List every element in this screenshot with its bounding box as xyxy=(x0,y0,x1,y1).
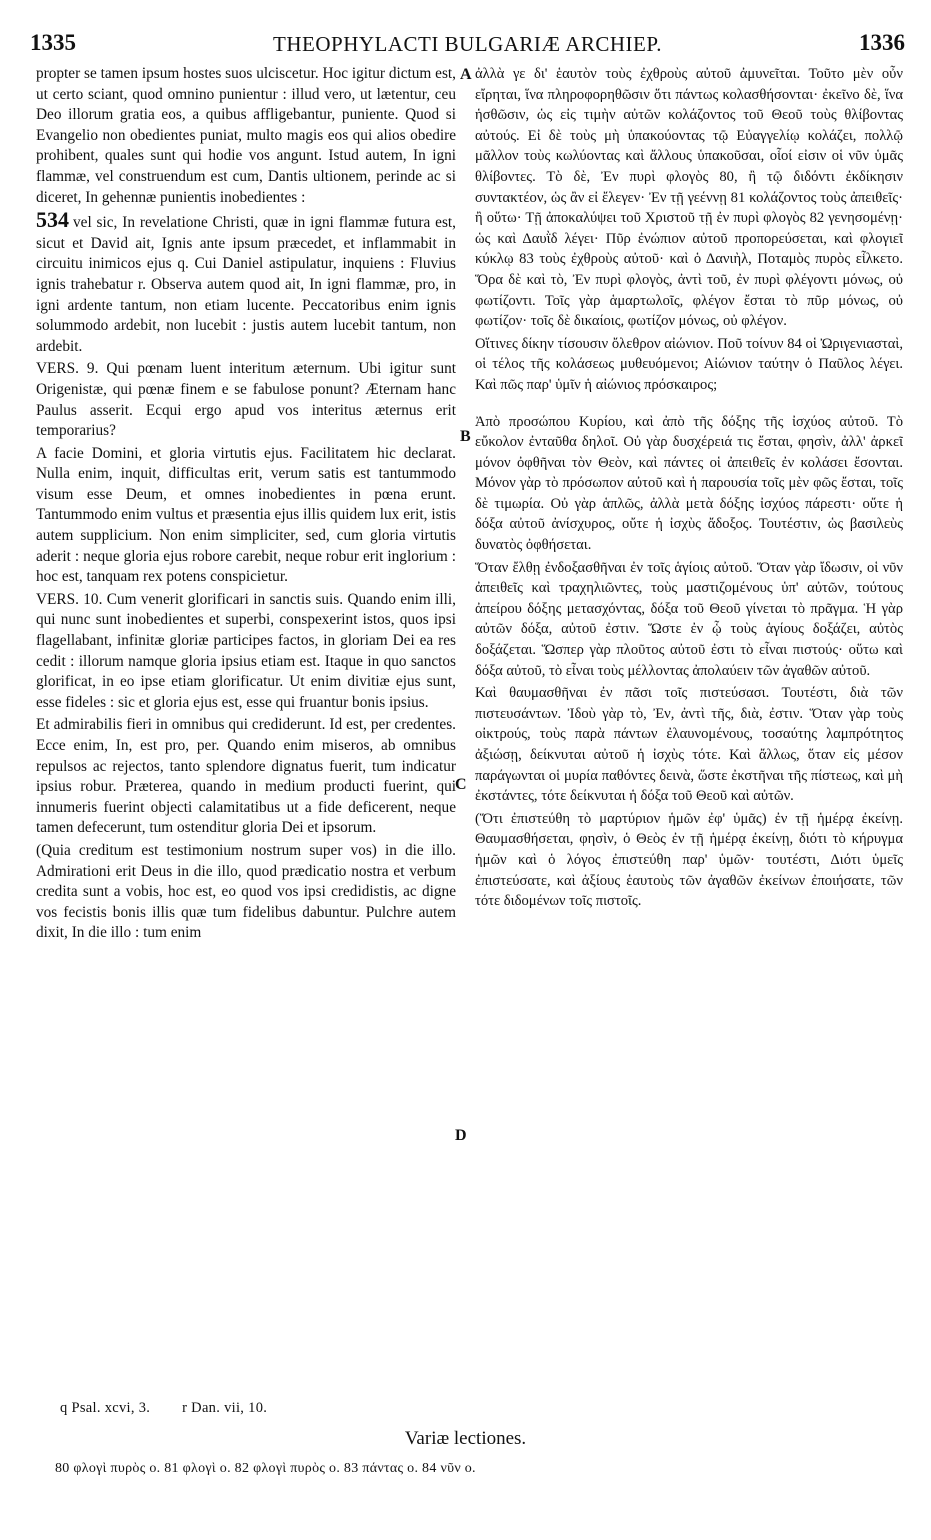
latin-paragraph-1: propter se tamen ipsum hostes suos ulciscetur. Hoc igitur dictum est, ut certo sciant, quod omnino punientur : illud vero, ut lætentur, ceu Deo illorum gratia eos, a quibus affligebantur, puniente. Quod si Evangelio non obedientes puniat, multo magis eos qui alios obedire prohibent, quales sunt qui hodie vos angunt. Istud autem, In igni flammæ, vel construendum est cum, Dantis ultionem, perinde ac si diceret, In gehennæ punientis inobedientes : xyxy=(36,65,456,206)
latin-paragraph-1-rest: vel sic, In revelatione Christi, quæ in igni flammæ futura est, sicut et David ait, Ignis ante ipsum præcedet, et inflammabit in circuitu inimicos ejus q. Cui Daniel astipulatur, inquiens : Fluvius ignis trahebatur r. Observa autem quod ait, In igni flammæ, pro, in igni ardente tantum, non etiam lucente. Peccatoribus enim ignis solummodo ardebit, non lucebit : justis autem lucebit tantum, non ardebit. xyxy=(36,214,456,355)
margin-marker-c: C xyxy=(455,776,467,793)
page-number-left: 1335 xyxy=(30,30,76,55)
greek-paragraph-3: Ἀπὸ προσώπου Κυρίου, καὶ ἀπὸ τῆς δόξης τῆς ἰσχύος αὐτοῦ. Τὸ εὔκολον ἐνταῦθα δηλοῖ. Οὐ γὰρ δυσχέρειά τις ἔσται, φησὶν, ἀλλ' ἀρκεῖ μόνον ὀφθῆναι τὸν Θεὸν, καὶ πάντες οἱ ἀπειθεῖς ἐν κολάσει ἔσονται. Μόνον γὰρ τὸ πρόσωπον αὐτοῦ καὶ ἡ παρουσία τοῖς μὲν φῶς ἔσται, τοῖς δὲ τιμωρία. Οὐ γὰρ ἁπλῶς, ἀλλὰ μετὰ δόξης ἰσχύος πάρεστι· οὔτε ἡ δόξα αὐτοῦ ἀνίσχυρος, οὔτε ἡ ἰσχὺς ἄδοξος. Τουτέστιν, ὡς βασιλεὺς δυνατὸς ὀφθήσεται. xyxy=(475,413,903,554)
greek-paragraph-2: Οἵτινες δίκην τίσουσιν ὄλεθρον αἰώνιον. Ποῦ τοίνυν 84 οἱ Ὠριγενιασταὶ, οἱ τέλος τῆς κολάσεως μυθευόμενοι; Αἰώνιον ταύτην ὁ Παῦλος λέγει. Καὶ πῶς παρ' ὑμῖν ἡ αἰώνιος πρόσκαιρος; xyxy=(475,335,903,393)
variae-lectiones-list: 80 φλογὶ πυρὸς ο. 81 φλογὶ ο. 82 φλογὶ πυρὸς ο. 83 πάντας ο. 84 νῦν ο. xyxy=(55,1461,476,1476)
greek-paragraph-4: Ὅταν ἔλθῃ ἐνδοξασθῆναι ἐν τοῖς ἁγίοις αὐτοῦ. Ὅταν γὰρ ἴδωσιν, οἱ νῦν ἀπειθεῖς καὶ τραχηλιῶντες, τοὺς μαστιζομένους ὑπ' αὐτῶν, τούτους ἀπείρου δόξης μετασχόντας, δόξα τοῦ Θεοῦ γίνεται τὸ πρᾶγμα. Ἡ γὰρ αὐτῶν δόξα, αὐτοῦ ἐστιν. Ὥστε ἐν ᾧ τοὺς ἁγίους δοξάζει, αὐτὸς δοξάζεται. Ὥσπερ γὰρ πλοῦτος αὐτοῦ ἐστι τὸ εἶναι πιστούς· οὕτω καὶ δόξα αὐτοῦ, τὸ εἶναι τοὺς μέλλοντας ἀπολαύειν τῶν ἀγαθῶν αὐτοῦ. xyxy=(475,559,903,679)
greek-column xyxy=(475,64,903,1414)
footnotes xyxy=(60,1400,295,1417)
page-header xyxy=(30,30,905,60)
greek-paragraph-6: (Ὅτι ἐπιστεύθη τὸ μαρτύριον ἡμῶν ἐφ' ὑμᾶς) ἐν τῇ ἡμέρᾳ ἐκείνῃ. Θαυμασθήσεται, φησὶν, ὁ Θεὸς ἐν τῇ ἡμέρᾳ ἐκείνῃ, διότι τὸ κήρυγμα ἡμῶν καὶ ὁ λόγος ἐπιστεύθη παρ' ὑμῶν· τουτέστι, Διότι ὑμεῖς ἐπιστεύσατε, καὶ ἀξίους ἑαυτοὺς τῶν ἀγαθῶν ἐκείνων ἐποιήσατε, τῶν τότε διδομένων τοῖς πιστοῖς. xyxy=(475,810,903,910)
latin-column xyxy=(36,64,456,1414)
column-gap xyxy=(475,396,903,412)
latin-paragraph-4: VERS. 10. Cum venerit glorificari in sanctis suis. Quando enim illi, qui nunc sunt inobedientes et superbi, conspexerint istos, quos ipsi flagellabant, infinitæ gloriæ participes factos, in gloriam Dei ea res cedit : illorum namque gloria ipsius etiam est. Itaque in quo sanctos glorificat, in eo ipse etiam glorificatur. Ut enim divitiæ ejus sunt, esse fideles : sic et gloria ejus est, esse qui fruantur bonis ipsius. xyxy=(36,590,456,711)
greek-paragraph-5: Καὶ θαυμασθῆναι ἐν πᾶσι τοῖς πιστεύσασι. Τουτέστι, διὰ τῶν πιστευσάντων. Ἰδοὺ γὰρ τὸ, Ἐν, ἀντὶ τῆς, διὰ, ἐστιν. Ὅταν γὰρ τοὺς οἰκτρούς, τοὺς παρὰ πάντων ἐλαυνομένους, τοσαύτης λαμπρότητος ἀξιώσῃ, δείκνυται αὐτοῦ ἡ ἰσχὺς τότε. Καὶ ἄλλως, ὅταν εἰς μέσον παράγωνται οἱ μυρία παθόντες δεινὰ, ὥστε ἐκστῆναι τῆς πίστεως, καὶ μὴ ἐκστάντες, τότε δείκνυται ἡ δόξα τοῦ Θεοῦ καὶ αὐτῶν. xyxy=(475,685,903,805)
column-number: 534 xyxy=(36,207,69,233)
latin-paragraph-6: (Quia creditum est testimonium nostrum super vos) in die illo. Admirationi erit Deus in die illo, quod prædicatio nostra et verbum credita sunt a vobis, hoc est, eo quod vos ipsi credidistis, ac digne vos fecistis bonis illis quæ tum fidelibus dabuntur. Pulchre autem dixit, In die illo : tum enim xyxy=(36,841,456,942)
margin-marker-a: A xyxy=(460,66,472,83)
greek-paragraph-1: ἀλλὰ γε δι' ἑαυτὸν τοὺς ἐχθροὺς αὐτοῦ ἀμυνεῖται. Τοῦτο μὲν οὖν εἴρηται, ἵνα πληροφορηθῶσιν ὅτι πάντως κολασθήσονται· ἐκεῖνο δὲ, ἵνα ἡσθῶσιν, ὡς εἰς τιμὴν αὐτῶν κολάζοντος τοῦ Θεοῦ τοὺς θλίβοντας αὐτούς. Εἰ δὲ τοὺς μὴ ὑπακούοντας τῷ Εὐαγγελίῳ κολάζει, πολλῷ μᾶλλον τοὺς κωλύοντας καὶ ἄλλους ὑπακοῦσαι, οἷοί εἰσιν οἱ νῦν ὑμᾶς θλίβοντες. Τὸ δὲ, Ἐν πυρὶ φλογὸς 80, ἢ τῷ διδόντι ἐκδίκησιν συντακτέον, ὡς ἂν εἰ ἔλεγεν· Ἐν τῇ γεέννῃ 81 κολάζοντος τοὺς ἀπειθεῖς· ἢ οὕτω· Τῇ ἀποκαλύψει τοῦ Χριστοῦ τῇ ἐν πυρὶ φλογὸς 82 γενησομένῃ· ὡς καὶ Δαυῒδ λέγει· Πῦρ ἐνώπιον αὐτοῦ προπορεύσεται, καὶ φλογιεῖ κύκλῳ 83 τοὺς ἐχθροὺς αὐτοῦ· καὶ ὁ Δανιὴλ, Ποταμὸς πυρὸς εἷλκετο. Ὅρα δὲ καὶ τὸ, Ἐν πυρὶ φλογὸς, ἀντὶ τοῦ, ἐν πυρὶ φλέγοντι μόνως, οὐ φωτίζοντι. Τοῖς γὰρ ἁμαρτωλοῖς, φλέγον ἔσται τὸ πῦρ μόνως, οὐ φωτίζον· τοῖς δὲ δικαίοις, φωτίζον μόνως, οὐ φλέγον. xyxy=(475,66,903,330)
latin-paragraph-3: A facie Domini, et gloria virtutis ejus. Facilitatem hic declarat. Nulla enim, inquit, difficultas erit, verum satis est tantummodo visum esse Deum, et omnes inobedientes in pœna erunt. Tantummodo enim vultus et præsentia ejus illis quidem lux erit, istis autem supplicium. Non enim simpliciter, sed, cum gloria virtutis aderit : neque gloria ejus robore carebit, neque robur erit inglorium : hoc est, tanquam rex potens conspicietur. xyxy=(36,444,456,586)
latin-paragraph-1-continued xyxy=(36,207,456,357)
footnote-q: q Psal. xcvi, 3. xyxy=(60,1400,151,1416)
footnote-r: r Dan. vii, 10. xyxy=(182,1400,268,1416)
latin-paragraph-5: Et admirabilis fieri in omnibus qui crediderunt. Id est, per credentes. Ecce enim, In, est pro, per. Quando enim miseros, ab omnibus repulsos ac rejectos, tanto splendore dignatus fuerit, tum indicatur ipsius robur. Præterea, quando in medium producti fuerint, qui innumeris fuerint objecti calamitatibus ut a fide deficerent, neque tamen defecerunt, tum ostenditur gloria Dei et ipsorum. xyxy=(36,716,456,837)
latin-paragraph-2: VERS. 9. Qui pœnam luent interitum æternum. Ubi igitur sunt Origenistæ, qui pœnæ finem e se fabulose ponunt? Æternam hanc Paulus asserit. Ecqui ergo apud vos interitus æternus erit temporarius? xyxy=(36,360,456,440)
margin-marker-d: D xyxy=(455,1127,467,1144)
running-title: THEOPHYLACTI BULGARIÆ ARCHIEP. xyxy=(273,32,662,56)
margin-marker-b: B xyxy=(460,428,471,445)
page-number-right: 1336 xyxy=(859,30,905,55)
variae-lectiones-title: Variæ lectiones. xyxy=(404,1428,527,1449)
